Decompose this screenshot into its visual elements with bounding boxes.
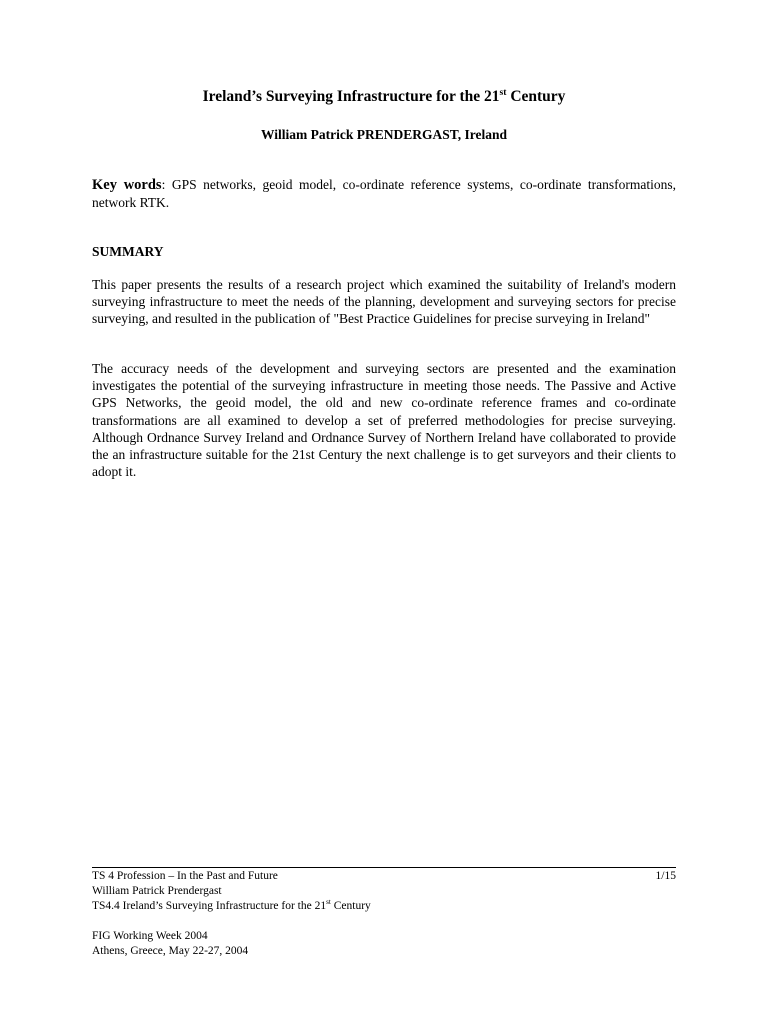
footer-author: William Patrick Prendergast <box>92 885 222 897</box>
summary-paragraph: The accuracy needs of the development and surveying sectors are presented and the examination investigates the potential of the surveying infrastructure in meeting those needs. The Passive and Active GPS Networks, the geoid model, the old and new co-ordinate reference frames and co-ordinate transformations are all examined to develop a set of preferred methodologies for precise surveying. Although Ordnance Survey Ireland and Ordnance Survey of Northern Ireland have collaborated to provide the an infrastructure suitable for the 21st Century the next challenge is to get surveyors and their clients to adopt it. <box>92 361 676 480</box>
page-footer <box>92 869 676 959</box>
footer-spacer <box>92 914 676 929</box>
keywords-text: GPS networks, geoid model, co-ordinate reference systems, co-ordinate transformations, network RTK. <box>92 177 676 210</box>
keywords-label: Key words <box>92 177 162 193</box>
footer-paper-title <box>92 899 676 914</box>
title-text: Ireland’s Surveying Infrastructure for the 21 <box>202 88 500 105</box>
footer-event: FIG Working Week 2004 <box>92 930 208 942</box>
title-superscript: st <box>499 86 507 98</box>
footer-paper-text: TS4.4 Ireland’s Surveying Infrastructure for the 21 <box>92 900 327 912</box>
summary-heading: SUMMARY <box>92 244 164 259</box>
footer-paper-text-end: Century <box>330 900 371 912</box>
footer-divider <box>92 867 676 868</box>
title-text-end: Century <box>506 88 566 105</box>
keywords-separator: : <box>161 177 172 192</box>
keywords <box>92 176 676 212</box>
summary-paragraph: This paper presents the results of a research project which examined the suitability of Ireland's modern surveying infrastructure to meet the needs of the planning, development and surveying sectors for precise surveying, and resulted in the publication of "Best Practice Guidelines for precise surveying in Ireland" <box>92 277 676 327</box>
page-number: 1/15 <box>655 870 676 882</box>
footer-session: TS 4 Profession – In the Past and Future <box>92 870 278 882</box>
paper-title <box>92 86 676 108</box>
author-line: William Patrick PRENDERGAST, Ireland <box>260 127 507 142</box>
footer-paper-superscript: st <box>326 898 331 907</box>
footer-location: Athens, Greece, May 22-27, 2004 <box>92 945 249 957</box>
